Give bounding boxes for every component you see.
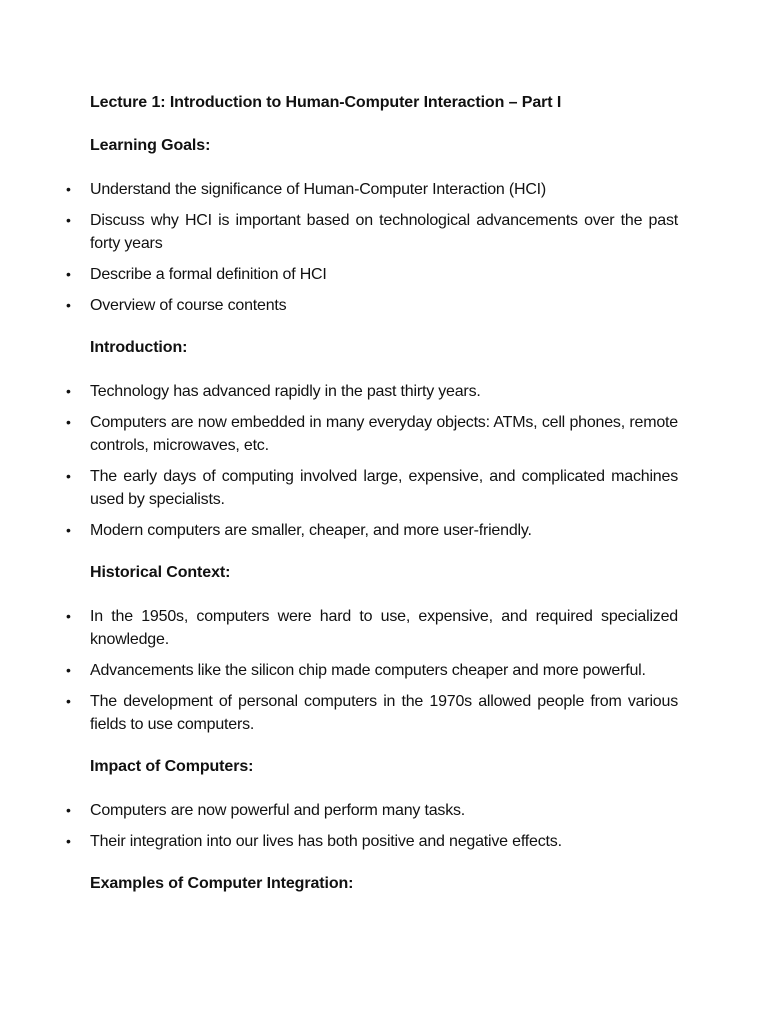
bullet-icon: • [66, 608, 71, 624]
list-item-text: Their integration into our lives has both positive and negative effects. [90, 833, 562, 850]
section-heading-examples-of-computer-integration: Examples of Computer Integration: [90, 875, 354, 892]
bullet-icon: • [66, 662, 71, 678]
list-item-text: Discuss why HCI is important based on technological advancements over the past forty years [90, 212, 678, 252]
list-item [66, 178, 678, 201]
bullet-icon: • [66, 833, 71, 849]
list-item [66, 380, 678, 403]
bullet-icon: • [66, 468, 71, 484]
list-item-text: In the 1950s, computers were hard to use, expensive, and required specialized knowledge. [90, 608, 678, 648]
section-heading-impact-of-computers: Impact of Computers: [90, 758, 254, 775]
bullet-icon: • [66, 693, 71, 709]
bullet-icon: • [66, 522, 71, 538]
section-heading-learning-goals: Learning Goals: [90, 137, 211, 154]
bullet-icon: • [66, 383, 71, 399]
list-item [66, 294, 678, 317]
bullet-icon: • [66, 297, 71, 313]
list-item-text: Understand the significance of Human-Computer Interaction (HCI) [90, 181, 547, 198]
document-page [66, 92, 678, 916]
list-item [66, 690, 678, 736]
section-heading-historical-context: Historical Context: [90, 564, 231, 581]
bullet-icon: • [66, 414, 71, 430]
list-item [66, 605, 678, 651]
bullet-list-introduction [66, 380, 678, 542]
bullet-icon: • [66, 181, 71, 197]
list-item [66, 263, 678, 286]
list-item-text: Technology has advanced rapidly in the past thirty years. [90, 383, 481, 400]
list-item-text: Overview of course contents [90, 297, 287, 314]
bullet-icon: • [66, 266, 71, 282]
bullet-list-historical-context [66, 605, 678, 736]
list-item-text: Describe a formal definition of HCI [90, 266, 327, 283]
list-item [66, 465, 678, 511]
list-item [66, 411, 678, 457]
list-item-text: Modern computers are smaller, cheaper, and more user-friendly. [90, 522, 532, 539]
list-item-text: Computers are now embedded in many everyday objects: ATMs, cell phones, remote controls, microwaves, etc. [90, 414, 678, 454]
list-item-text: Computers are now powerful and perform many tasks. [90, 802, 466, 819]
bullet-list-impact-of-computers [66, 799, 678, 853]
document-title: Lecture 1: Introduction to Human-Computer Interaction – Part I [90, 94, 562, 111]
list-item [66, 799, 678, 822]
list-item [66, 209, 678, 255]
bullet-icon: • [66, 802, 71, 818]
list-item [66, 659, 678, 682]
list-item [66, 519, 678, 542]
bullet-icon: • [66, 212, 71, 228]
list-item-text: Advancements like the silicon chip made computers cheaper and more powerful. [90, 662, 646, 679]
bullet-list-learning-goals [66, 178, 678, 317]
list-item-text: The early days of computing involved large, expensive, and complicated machines used by specialists. [90, 468, 678, 508]
list-item-text: The development of personal computers in the 1970s allowed people from various fields to use computers. [90, 693, 678, 733]
section-heading-introduction: Introduction: [90, 339, 188, 356]
list-item [66, 830, 678, 853]
